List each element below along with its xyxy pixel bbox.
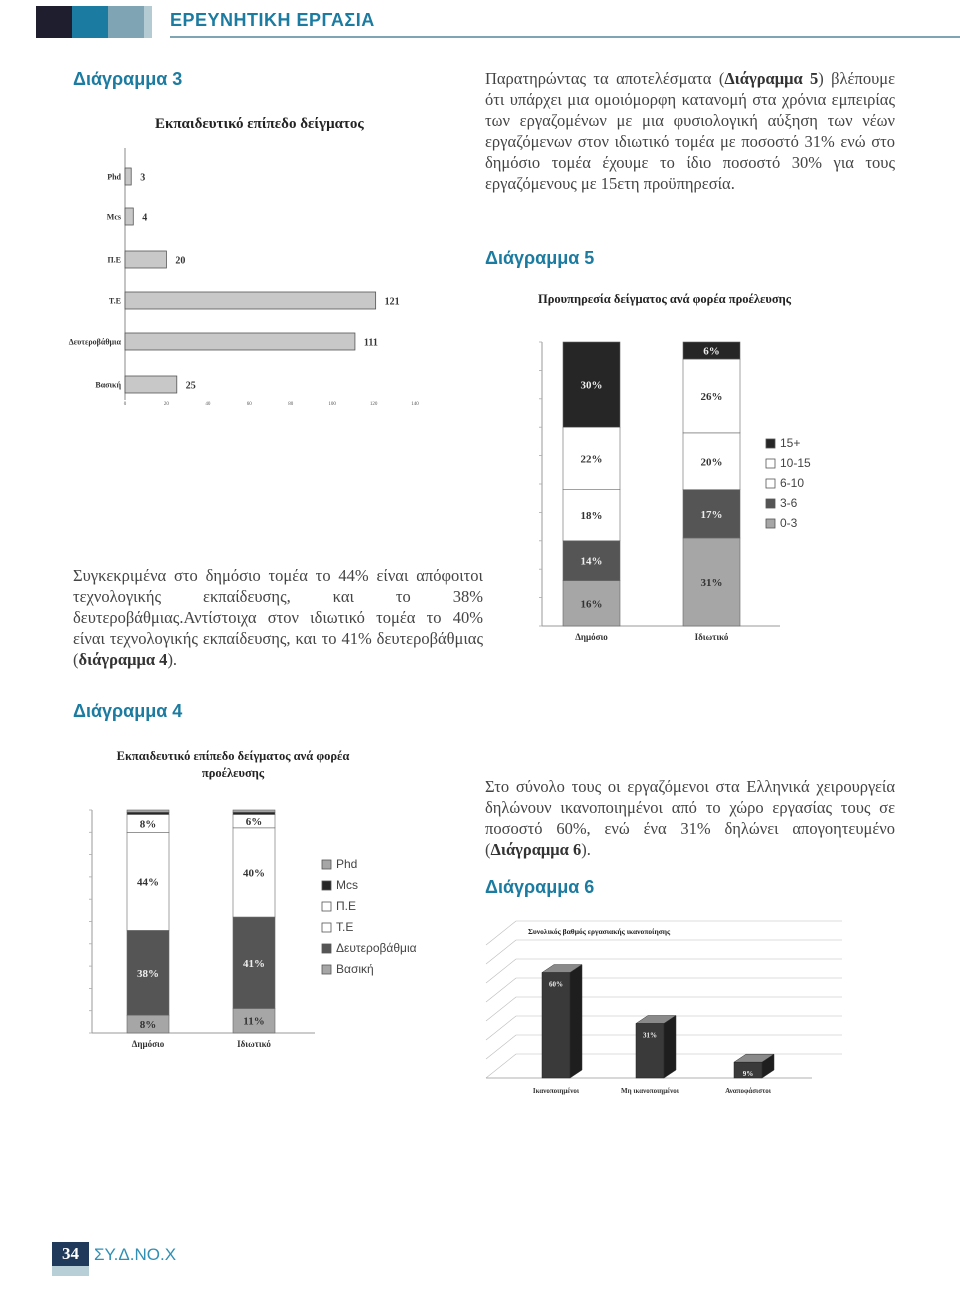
bar-segment xyxy=(233,812,275,814)
header-square-4 xyxy=(144,6,152,38)
legend-swatch xyxy=(766,459,775,468)
legend-label: Phd xyxy=(336,857,358,871)
x-tick-label: 0 xyxy=(123,402,127,407)
paragraph-education: Συγκεκριμένα στο δημόσιο τομέα το 44% είναι απόφοιτοι τεχνολογικής εκπαίδευσης, και το 38% δευτεροβάθμιας.Αντίστοιχα στον ιδιωτικό τομέα το 40% είναι τεχνολογικής εκπαίδευσης, και το 41% δευτεροβάθμιας (διάγραμμα 4). xyxy=(73,566,483,669)
category-label: Ιδιωτικό xyxy=(694,632,729,642)
x-tick-label: 120 xyxy=(369,402,378,407)
legend-swatch xyxy=(766,519,775,528)
bar-segment xyxy=(233,810,275,812)
bar xyxy=(125,333,355,350)
grid-diagonal xyxy=(486,1035,516,1059)
grid-diagonal xyxy=(486,959,516,983)
x-tick-label: 140 xyxy=(411,402,419,407)
bar xyxy=(125,376,177,393)
category-label: Phd xyxy=(107,172,121,182)
category-label: Βασική xyxy=(95,380,121,390)
header-square-1 xyxy=(36,6,72,38)
segment-label: 17% xyxy=(700,508,723,521)
legend-swatch xyxy=(766,479,775,488)
chart-title: Συνολικός βαθμός εργασιακής ικανοποίησης xyxy=(528,927,671,936)
category-label: Μη ικανοποιημένοι xyxy=(621,1087,679,1095)
chart-diagram-3 xyxy=(60,100,440,410)
running-header-title: ΕΡΕΥΝΗΤΙΚΗ ΕΡΓΑΣΙΑ xyxy=(170,10,375,30)
legend-label: 6-10 xyxy=(780,476,805,490)
category-label: Π.Ε xyxy=(107,255,121,265)
category-label: Δευτεροβάθμια xyxy=(68,337,121,347)
segment-label: 38% xyxy=(137,967,159,980)
segment-label: 44% xyxy=(137,876,159,889)
legend-swatch xyxy=(322,860,331,869)
data-label: 111 xyxy=(363,337,378,349)
data-label: 60% xyxy=(549,980,563,989)
chart-title: προέλευσης xyxy=(201,766,265,780)
header-square-2 xyxy=(72,6,108,38)
page-number: 34 xyxy=(52,1242,89,1266)
legend-swatch xyxy=(322,881,331,890)
legend-swatch xyxy=(322,944,331,953)
legend-label: 10-15 xyxy=(780,456,811,470)
segment-label: 16% xyxy=(580,598,603,611)
grid-diagonal xyxy=(486,940,516,964)
bar-segment xyxy=(127,812,169,814)
header-rule xyxy=(170,36,960,38)
x-tick-label: 20 xyxy=(163,402,169,407)
bar-side xyxy=(570,965,582,1078)
heading-diagram-4: Διάγραμμα 4 xyxy=(73,701,183,721)
category-label: Ιδιωτικό xyxy=(237,1039,271,1049)
legend-label: 15+ xyxy=(780,436,801,450)
legend-label: 0-3 xyxy=(780,516,798,530)
segment-label: 26% xyxy=(700,390,723,403)
segment-label: 11% xyxy=(243,1015,265,1028)
segment-label: 8% xyxy=(139,818,157,831)
x-tick-label: 60 xyxy=(246,402,252,407)
grid-diagonal xyxy=(486,921,516,945)
segment-label: 20% xyxy=(700,456,723,469)
chart-diagram-6 xyxy=(480,920,850,1105)
heading-diagram-3: Διάγραμμα 3 xyxy=(73,69,183,89)
paragraph-experience: Παρατηρώντας τα αποτελέσματα (Διάγραμμα 5) βλέπουμε ότι υπάρχει μια ομοιόμορφη κατανομή στα χρόνια εμπειρίας των εργαζομένων με μια φυσιολογική αύξηση των νέων εργαζόμενων στον ιδιωτικό τομέα με ποσοστό 31% ενώ στο δημόσιο τομέα έχουμε το ίδιο ποσοστό 30% για τους εργαζόμενους με 15ετη προϋπηρεσία. xyxy=(485,69,896,193)
grid-diagonal xyxy=(486,1054,516,1078)
legend-label: Π.Ε xyxy=(336,899,357,913)
category-label: Αναποφάσιστοι xyxy=(725,1087,771,1095)
paragraph-satisfaction: Στο σύνολο τους οι εργαζόμενοι στα Ελληνικά χειρουργεία δηλώνουν ικανοποιημένοι από το χώρο εργασίας τους σε ποσοστό 60%, ενώ ένα 31% δηλώνει απογοητευμένο (Διάγραμμα 6). xyxy=(485,777,895,859)
segment-label: 14% xyxy=(580,555,603,568)
x-tick-label: 80 xyxy=(288,402,294,407)
data-label: 9% xyxy=(742,1070,754,1079)
chart-title: Εκπαιδευτικό επίπεδο δείγματος ανά φορέα xyxy=(116,749,350,763)
segment-label: 22% xyxy=(580,453,603,466)
bar xyxy=(125,292,376,309)
data-label: 121 xyxy=(384,296,400,308)
legend-label: Mcs xyxy=(336,878,358,892)
segment-label: 41% xyxy=(243,957,265,970)
data-label: 3 xyxy=(140,172,146,184)
grid-diagonal xyxy=(486,978,516,1002)
chart-diagram-5 xyxy=(520,285,840,655)
footer-brand: ΣΥ.Δ.ΝΟ.Χ xyxy=(94,1245,177,1264)
bar-segment xyxy=(127,810,169,812)
segment-label: 6% xyxy=(245,816,263,829)
x-tick-label: 100 xyxy=(328,402,336,407)
segment-label: 18% xyxy=(580,510,603,523)
category-label: Δημόσιο xyxy=(131,1039,165,1049)
header-square-3 xyxy=(108,6,144,38)
heading-diagram-6: Διάγραμμα 6 xyxy=(485,877,595,897)
legend-swatch xyxy=(766,439,775,448)
legend-swatch xyxy=(322,965,331,974)
category-label: Mcs xyxy=(106,212,121,222)
segment-label: 40% xyxy=(243,867,265,880)
segment-label: 30% xyxy=(580,379,603,392)
legend-swatch xyxy=(322,923,331,932)
data-label: 25 xyxy=(185,380,196,392)
page-number-bar xyxy=(52,1266,89,1276)
legend-label: Βασική xyxy=(336,962,374,976)
bar xyxy=(125,208,133,225)
chart-diagram-4 xyxy=(60,740,440,1060)
segment-label: 8% xyxy=(139,1019,157,1032)
category-label: Τ.Ε xyxy=(108,296,121,306)
bar xyxy=(125,251,166,268)
category-label: Δημόσιο xyxy=(575,632,608,642)
legend-label: 3-6 xyxy=(780,496,798,510)
data-label: 4 xyxy=(142,212,148,224)
chart-title: Εκπαιδευτικό επίπεδο δείγματος xyxy=(155,116,364,132)
chart-title: Προυπηρεσία δείγματος ανά φορέα προέλευσης xyxy=(538,292,792,306)
legend-label: Δευτεροβάθμια xyxy=(336,941,417,955)
data-label: 31% xyxy=(643,1031,657,1040)
category-label: Ικανοποιημένοι xyxy=(532,1087,580,1095)
bar-side xyxy=(664,1016,676,1078)
heading-diagram-5: Διάγραμμα 5 xyxy=(485,248,595,268)
segment-label: 31% xyxy=(700,576,723,589)
segment-label: 6% xyxy=(703,345,720,358)
data-label: 20 xyxy=(175,255,186,267)
grid-diagonal xyxy=(486,997,516,1021)
legend-swatch xyxy=(766,499,775,508)
bar xyxy=(125,168,131,185)
grid-diagonal xyxy=(486,1016,516,1040)
x-tick-label: 40 xyxy=(205,402,211,407)
legend-swatch xyxy=(322,902,331,911)
legend-label: Τ.Ε xyxy=(336,920,354,934)
